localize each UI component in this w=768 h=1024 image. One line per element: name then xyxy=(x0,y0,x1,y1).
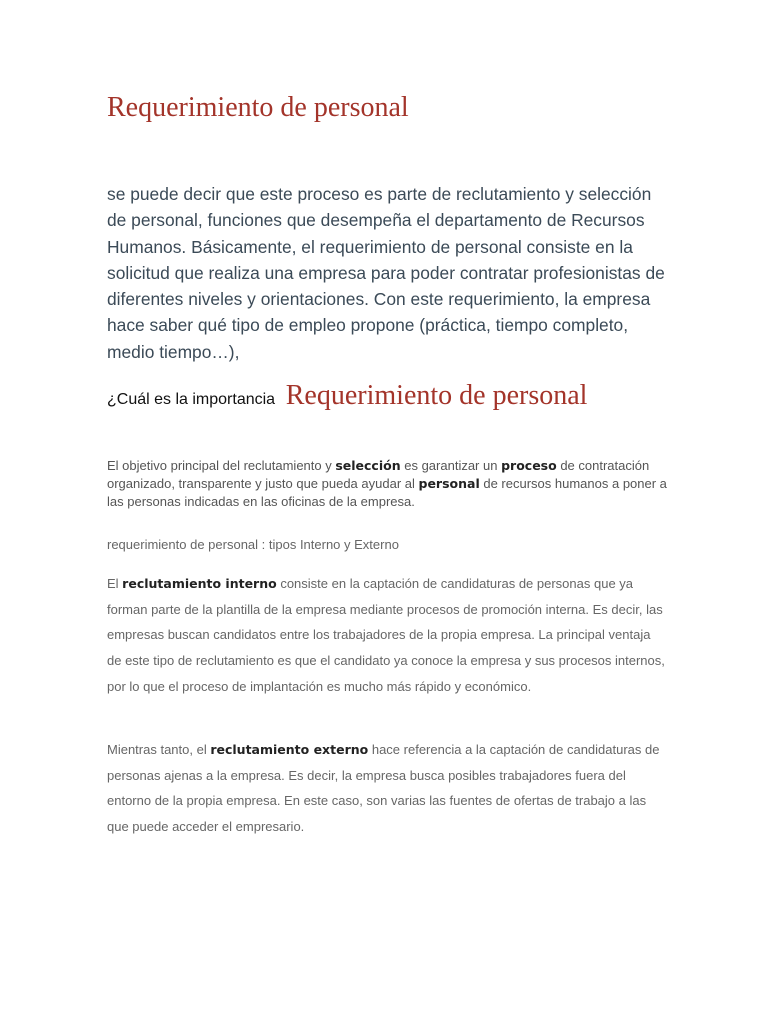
importance-heading xyxy=(107,380,587,412)
page-title: Requerimiento de personal xyxy=(107,92,409,123)
internal-text-1: El xyxy=(107,576,123,591)
importance-heading-highlight: Requerimiento de personal xyxy=(285,380,588,411)
objective-text-1: El objetivo principal del reclutamiento y xyxy=(107,458,336,473)
objective-bold-personal: personal xyxy=(418,476,480,491)
objective-text-4: de recursos humanos a poner a las personas indicadas en las oficinas de la empresa. xyxy=(107,476,667,509)
objective-text-3: de contratación organizado, transparente y justo que pueda ayudar al xyxy=(107,458,650,491)
external-text-2: hace referencia a la captación de candidaturas de personas ajenas a la empresa. Es decir, la empresa busca posibles trabajadores fuera del entorno de la propia empresa. En este caso, son varias las fuentes de ofertas de trabajo a las que puede acceder el empresario. xyxy=(107,742,660,835)
objective-bold-seleccion: selección xyxy=(335,458,401,473)
objective-bold-proceso: proceso xyxy=(501,458,557,473)
intro-paragraph: se puede decir que este proceso es parte de reclutamiento y selección de personal, funciones que desempeña el departamento de Recursos Humanos. Básicamente, el requerimiento de personal consiste en la solicitud que realiza una empresa para poder contratar profesionistas de diferentes niveles y orientaciones. Con este requerimiento, la empresa hace saber qué tipo de empleo propone (práctica, tiempo completo, medio tiempo…), xyxy=(107,184,665,362)
importance-heading-prefix: ¿Cuál es la importancia xyxy=(107,391,276,408)
external-text-1: Mientras tanto, el xyxy=(107,742,211,757)
internal-bold-term: reclutamiento interno xyxy=(122,576,277,591)
objective-paragraph xyxy=(107,457,667,511)
objective-text-2: es garantizar un xyxy=(400,458,502,473)
external-recruitment-paragraph xyxy=(107,737,667,840)
internal-text-2: consiste en la captación de candidaturas de personas que ya forman parte de la plantilla de la empresa mediante procesos de promoción interna. Es decir, las empresas buscan candidatos entre los trabajadores de la propia empresa. La principal ventaja de este tipo de reclutamiento es que el candidato ya conoce la empresa y sus procesos internos, por lo que el proceso de implantación es mucho más rápido y económico. xyxy=(107,576,665,694)
types-subheading: requerimiento de personal : tipos Interno y Externo xyxy=(107,537,399,552)
internal-recruitment-paragraph xyxy=(107,571,667,700)
external-bold-term: reclutamiento externo xyxy=(210,742,369,757)
